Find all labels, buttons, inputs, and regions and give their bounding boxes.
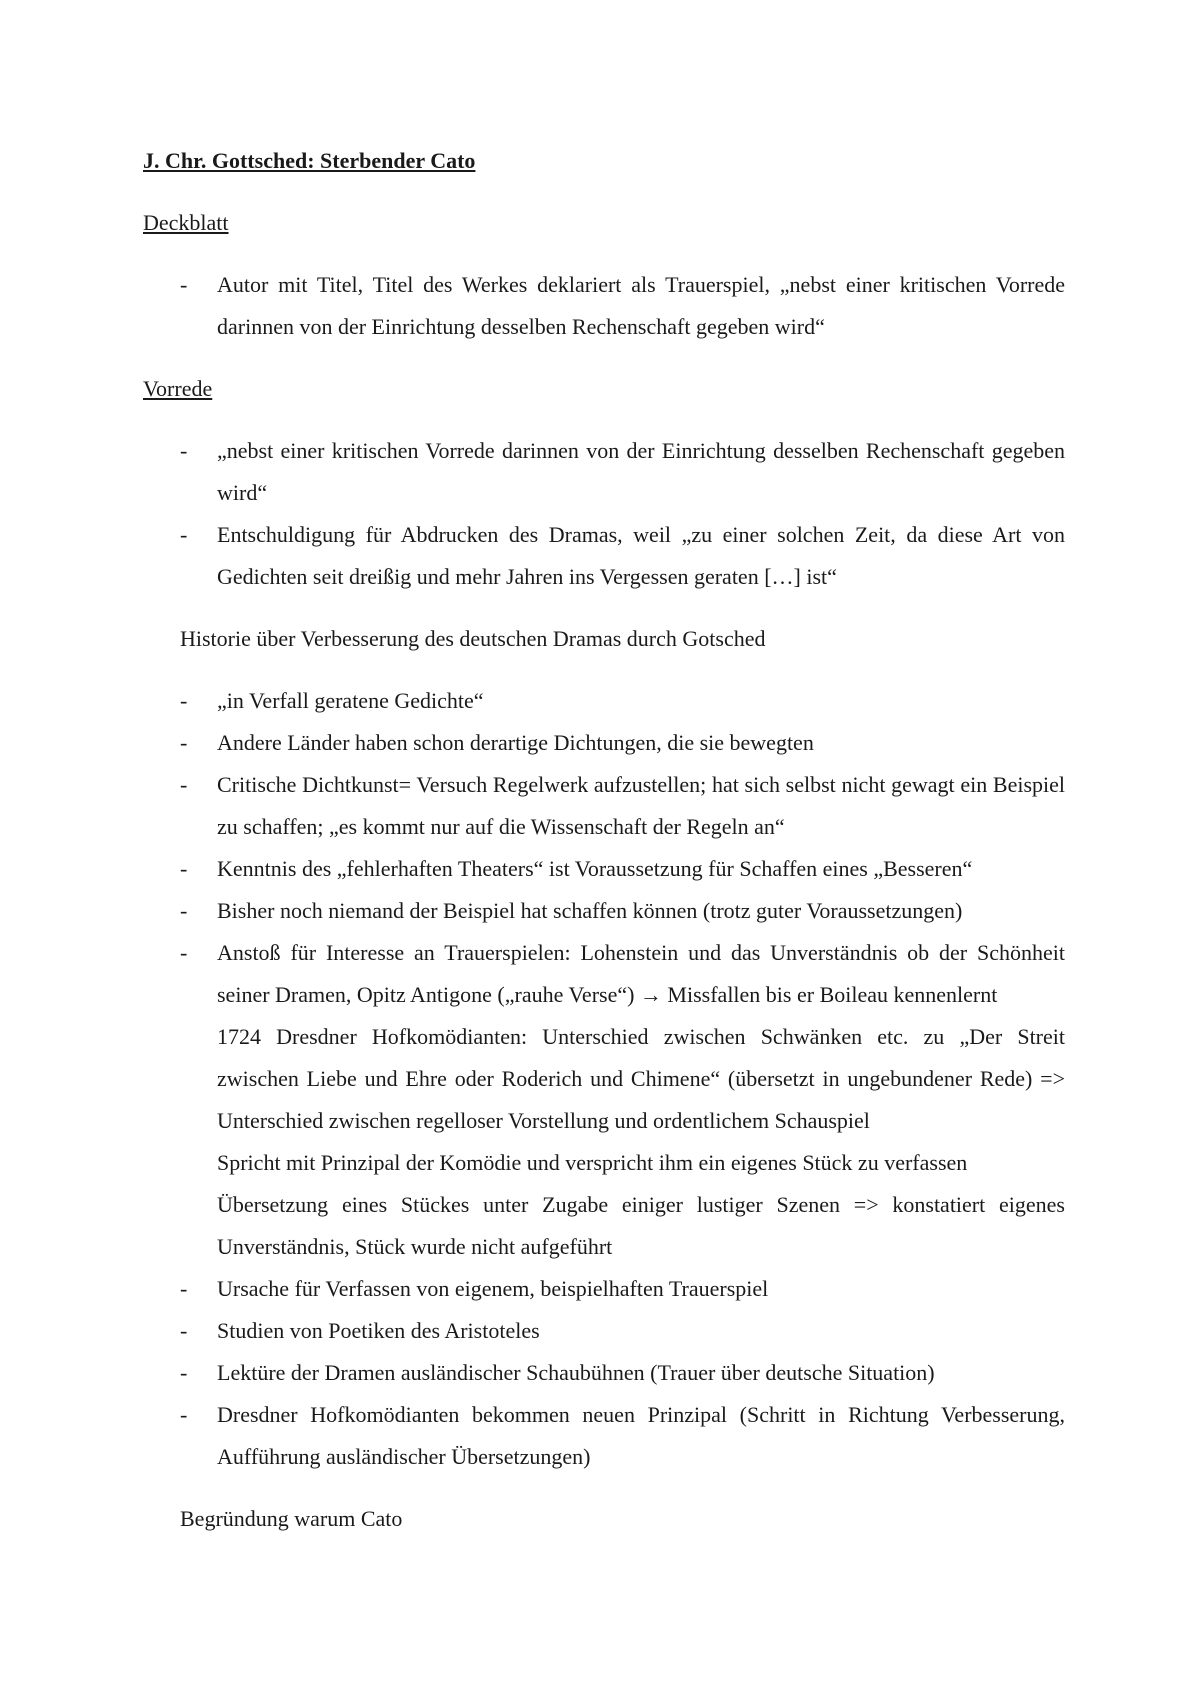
- dash-marker: -: [180, 940, 188, 965]
- list-item: - „in Verfall geratene Gedichte“: [143, 680, 1065, 722]
- dash-marker: -: [180, 730, 188, 755]
- continuation-paragraph: Übersetzung eines Stückes unter Zugabe einiger lustiger Szenen => konstatiert eigenes Unverständnis, Stück wurde nicht aufgeführt: [217, 1192, 1065, 1259]
- list-item: - Ursache für Verfassen von eigenem, beispielhaften Trauerspiel: [143, 1268, 1065, 1310]
- list-item: - Autor mit Titel, Titel des Werkes deklariert als Trauerspiel, „nebst einer kritischen Vorrede darinnen von der Einrichtung desselben Rechenschaft gegeben wird“: [143, 264, 1065, 348]
- vorrede-list: [143, 430, 1065, 598]
- dash-marker: -: [180, 1276, 188, 1301]
- dash-marker: -: [180, 522, 188, 547]
- list-item: - Kenntnis des „fehlerhaften Theaters“ ist Voraussetzung für Schaffen eines „Besseren“: [143, 848, 1065, 890]
- list-item: - Lektüre der Dramen ausländischer Schaubühnen (Trauer über deutsche Situation): [143, 1352, 1065, 1394]
- document-title: J. Chr. Gottsched: Sterbender Cato: [143, 148, 476, 173]
- list-item: - Andere Länder haben schon derartige Dichtungen, die sie bewegten: [143, 722, 1065, 764]
- list-item: - Bisher noch niemand der Beispiel hat schaffen können (trotz guter Voraussetzungen): [143, 890, 1065, 932]
- dash-marker: -: [180, 898, 188, 923]
- list-item: - Critische Dichtkunst= Versuch Regelwerk aufzustellen; hat sich selbst nicht gewagt ein Beispiel zu schaffen; „es kommt nur auf die Wissenschaft der Regeln an“: [143, 764, 1065, 848]
- historie-list: [143, 680, 1065, 1016]
- dash-marker: -: [180, 772, 188, 797]
- historie-list-continued: [143, 1268, 1065, 1478]
- continuation-paragraph: Spricht mit Prinzipal der Komödie und verspricht ihm ein eigenes Stück zu verfassen: [217, 1150, 968, 1175]
- dash-marker: -: [180, 688, 188, 713]
- dash-marker: -: [180, 1402, 188, 1427]
- list-item: - Dresdner Hofkomödianten bekommen neuen Prinzipal (Schritt in Richtung Verbesserung, Aufführung ausländischer Übersetzungen): [143, 1394, 1065, 1478]
- list-item: - Studien von Poetiken des Aristoteles: [143, 1310, 1065, 1352]
- section-heading-vorrede: Vorrede: [143, 376, 213, 401]
- deckblatt-list: [143, 264, 1065, 348]
- list-item: - „nebst einer kritischen Vorrede darinnen von der Einrichtung desselben Rechenschaft gegeben wird“: [143, 430, 1065, 514]
- document-body: [143, 140, 1065, 1540]
- section-heading-deckblatt: Deckblatt: [143, 210, 229, 235]
- list-item: - Entschuldigung für Abdrucken des Dramas, weil „zu einer solchen Zeit, da diese Art von Gedichten seit dreißig und mehr Jahren ins Vergessen geraten […] ist“: [143, 514, 1065, 598]
- dash-marker: -: [180, 856, 188, 881]
- section-heading-historie: Historie über Verbesserung des deutschen Dramas durch Gotsched: [180, 626, 766, 651]
- dash-marker: -: [180, 438, 188, 463]
- dash-marker: -: [180, 272, 188, 297]
- continuation-paragraph: 1724 Dresdner Hofkomödianten: Unterschied zwischen Schwänken etc. zu „Der Streit zwischen Liebe und Ehre oder Roderich und Chimene“ (übersetzt in ungebundener Rede) => Unterschied zwischen regelloser Vorstellung und ordentlichem Schauspiel: [217, 1024, 1065, 1133]
- dash-marker: -: [180, 1360, 188, 1385]
- dash-marker: -: [180, 1318, 188, 1343]
- list-item: - Anstoß für Interesse an Trauerspielen: Lohenstein und das Unverständnis ob der Schönheit seiner Dramen, Opitz Antigone („rauhe Verse“) → Missfallen bis er Boileau kennenlernt: [143, 932, 1065, 1016]
- section-heading-begruendung: Begründung warum Cato: [180, 1506, 403, 1531]
